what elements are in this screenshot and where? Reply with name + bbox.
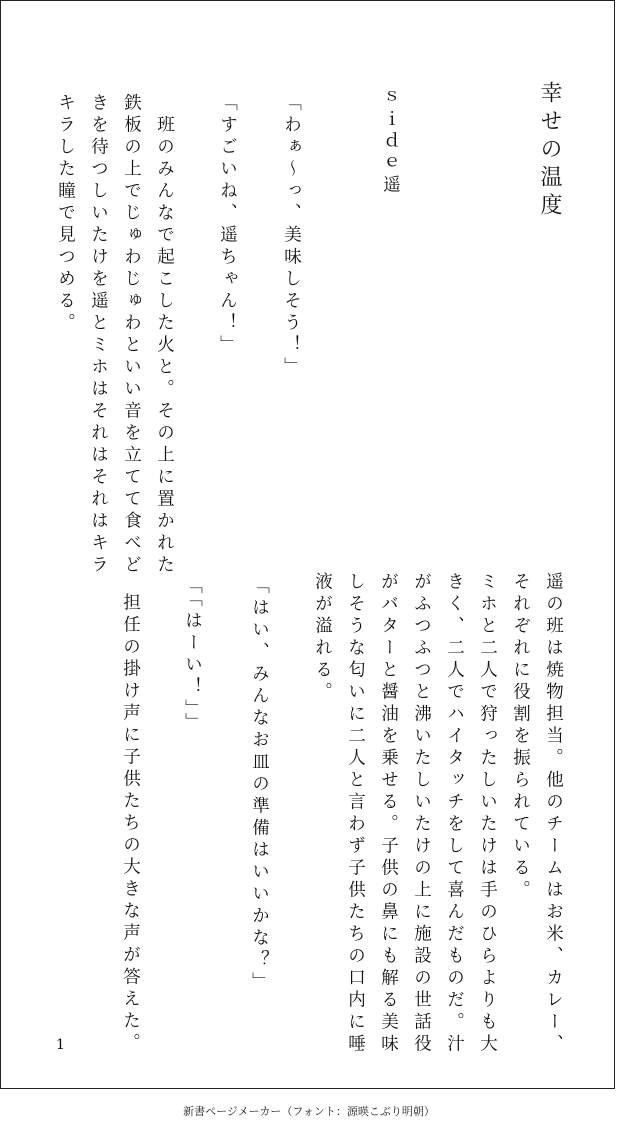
narrative-line: 担任の掛け声に子供たちの大きな声が答えた。 — [120, 593, 141, 1055]
narrative-line: しそうな匂いに二人と言わず子供たちの口内に唾 — [345, 572, 366, 1056]
narrative-line: がふつふつと沸いたしいたけの上に施設の世話役 — [411, 572, 432, 1056]
narrative-line: それぞれに役割を振られている。 — [510, 572, 531, 902]
dialogue-line: 「「はーい！」」 — [182, 576, 203, 735]
narrative-line: 鉄板の上でじゅわじゅわといい音を立てて食べど — [121, 93, 142, 577]
narrative-line: 遥の班は焼物担当。他のチームはお米、カレー、 — [543, 572, 564, 1056]
narrative-line: キラした瞳で見つめる。 — [55, 93, 76, 335]
narrative-line: きを待つしいたけを遥とミホはそれはそれはキラ — [88, 93, 109, 577]
narrative-line: 班のみんなで起こした火と。その上に置かれた — [154, 93, 175, 577]
narrative-line: 液が溢れる。 — [312, 572, 333, 704]
story-title: 幸せの温度 — [537, 81, 562, 221]
dialogue-line: 「はい、みんなお皿の準備はいいかな？」 — [249, 576, 270, 994]
footer-credit: 新書ページメーカー（フォント：源暎こぶり明朝） — [183, 1105, 435, 1118]
narrative-line: がバターと醤油を乗せる。子供の鼻にも解る美味 — [378, 572, 399, 1056]
dialogue-line: 「すごいね、遥ちゃん！」 — [217, 93, 238, 357]
narrative-line: きく、二人でハイタッチをして喜んだものだ。汁 — [444, 572, 465, 1056]
page-number: 1 — [56, 1037, 65, 1053]
narrative-line: ミホと二人で狩ったしいたけは手のひらよりも大 — [477, 572, 498, 1056]
story-subtitle: ｓｉｄｅ遥 — [380, 87, 401, 197]
dialogue-line: 「わぁ〜っ、美味しそう！」 — [281, 93, 302, 379]
